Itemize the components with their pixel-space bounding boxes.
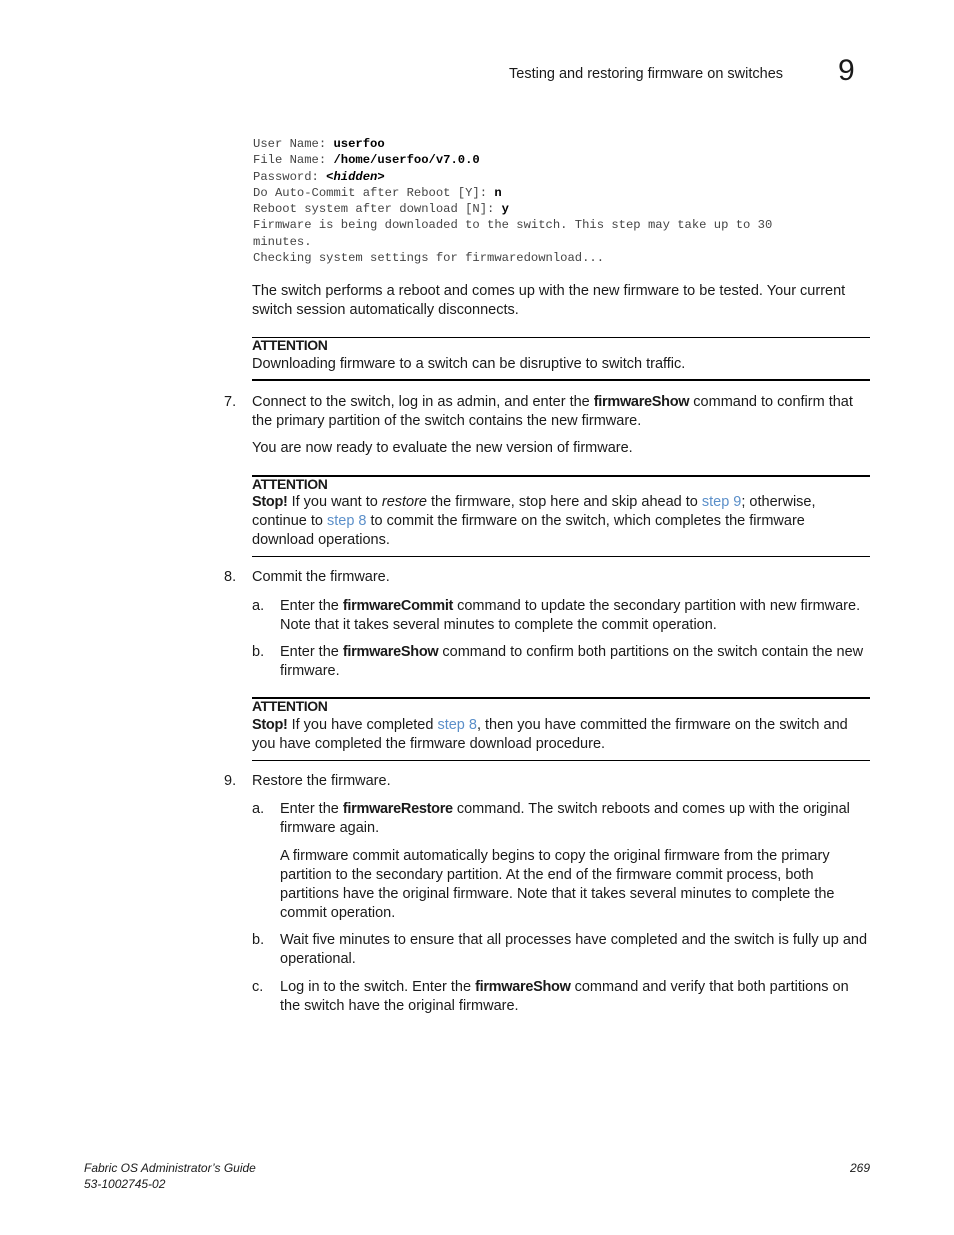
substep-letter: b. — [252, 644, 265, 660]
attention-rule-bottom — [252, 379, 870, 381]
substep-letter: c. — [252, 979, 264, 995]
attention-rule-top — [252, 697, 870, 699]
chapter-number: 9 — [838, 54, 855, 87]
attention-label: ATTENTION — [252, 476, 328, 492]
footer-doc-number: 53-1002745-02 — [84, 1177, 166, 1191]
code-line: Firmware is being downloaded to the switch. This step may take up to 30 — [253, 218, 773, 233]
substep-letter: a. — [252, 801, 265, 817]
step-8b-text: Enter the firmwareShow command to confirm both partitions on the switch contain the new firmware. — [280, 644, 864, 679]
code-line: Password: <hidden> — [253, 169, 385, 184]
step-7-text: Connect to the switch, log in as admin, and enter the firmwareShow command to confirm that the primary partition of the switch contains the new firmware. — [252, 394, 853, 429]
step-9c-text: Log in to the switch. Enter the firmwareShow command and verify that both partitions on the switch have the original firmware. — [280, 979, 849, 1014]
step-9a-note: A firmware commit automatically begins to copy the original firmware from the primary partition to the secondary partition. At the end of the firmware commit process, both partitions have the original firmware. Note that it takes several minutes to complete the commit operation. — [280, 848, 835, 921]
substep-letter: a. — [252, 598, 265, 614]
step-9b-text: Wait five minutes to ensure that all processes have completed and the switch is fully up and operational. — [280, 932, 868, 967]
attention-label: ATTENTION — [252, 698, 328, 714]
running-header: Testing and restoring firmware on switches — [509, 66, 784, 82]
page-number: 269 — [849, 1161, 870, 1175]
command-name: firmwareShow — [593, 394, 690, 410]
step-8a-text: Enter the firmwareCommit command to update the secondary partition with new firmware. Note that it takes several minutes to complete the commit operation. — [280, 598, 861, 633]
step-8-link[interactable]: step 8 — [326, 513, 367, 529]
step-9a-text: Enter the firmwareRestore command. The switch reboots and comes up with the original firmware again. — [280, 801, 850, 836]
code-line: Reboot system after download [N]: y — [253, 202, 509, 217]
attention-rule-top — [252, 475, 870, 477]
step-7-note: You are now ready to evaluate the new version of firmware. — [252, 440, 633, 456]
step-number: 9. — [224, 773, 237, 789]
command-name: firmwareShow — [475, 979, 571, 995]
attention-label: ATTENTION — [252, 337, 328, 353]
step-9-text: Restore the firmware. — [252, 773, 391, 789]
step-number: 7. — [224, 394, 237, 410]
step-8-link[interactable]: step 8 — [437, 717, 477, 733]
code-line: User Name: userfoo — [253, 137, 385, 151]
code-line: minutes. — [253, 234, 312, 249]
step-9-link[interactable]: step 9 — [701, 494, 742, 510]
code-line: File Name: /home/userfoo/v7.0.0 — [253, 153, 480, 168]
step-number: 8. — [224, 569, 237, 585]
attention-rule-bottom — [252, 556, 870, 557]
substep-letter: b. — [252, 932, 265, 948]
attention-text: Downloading firmware to a switch can be disruptive to switch traffic. — [252, 356, 686, 372]
command-name: firmwareCommit — [342, 598, 454, 614]
code-line: Do Auto-Commit after Reboot [Y]: n — [253, 185, 502, 200]
command-name: firmwareShow — [342, 644, 439, 660]
reboot-paragraph: The switch performs a reboot and comes up with the new firmware to be tested. Your current switch session automatically disconnects. — [252, 283, 846, 318]
attention-rule-top — [252, 337, 870, 338]
attention-rule-bottom — [252, 760, 870, 761]
command-name: firmwareRestore — [342, 801, 453, 817]
footer-title: Fabric OS Administrator’s Guide — [84, 1161, 256, 1175]
attention-text: Stop! If you have completed step 8, then you have committed the firmware on the switch and you have completed the firmware download procedure. — [252, 717, 848, 752]
attention-text: Stop! If you want to restore the firmware, stop here and skip ahead to step 9; otherwise, continue to step 8 to commit the firmware on the switch, which completes the firmware download operations. — [252, 494, 816, 548]
code-block — [253, 136, 772, 266]
step-8-text: Commit the firmware. — [252, 569, 390, 585]
code-line: Checking system settings for firmwaredownload... — [253, 251, 605, 266]
